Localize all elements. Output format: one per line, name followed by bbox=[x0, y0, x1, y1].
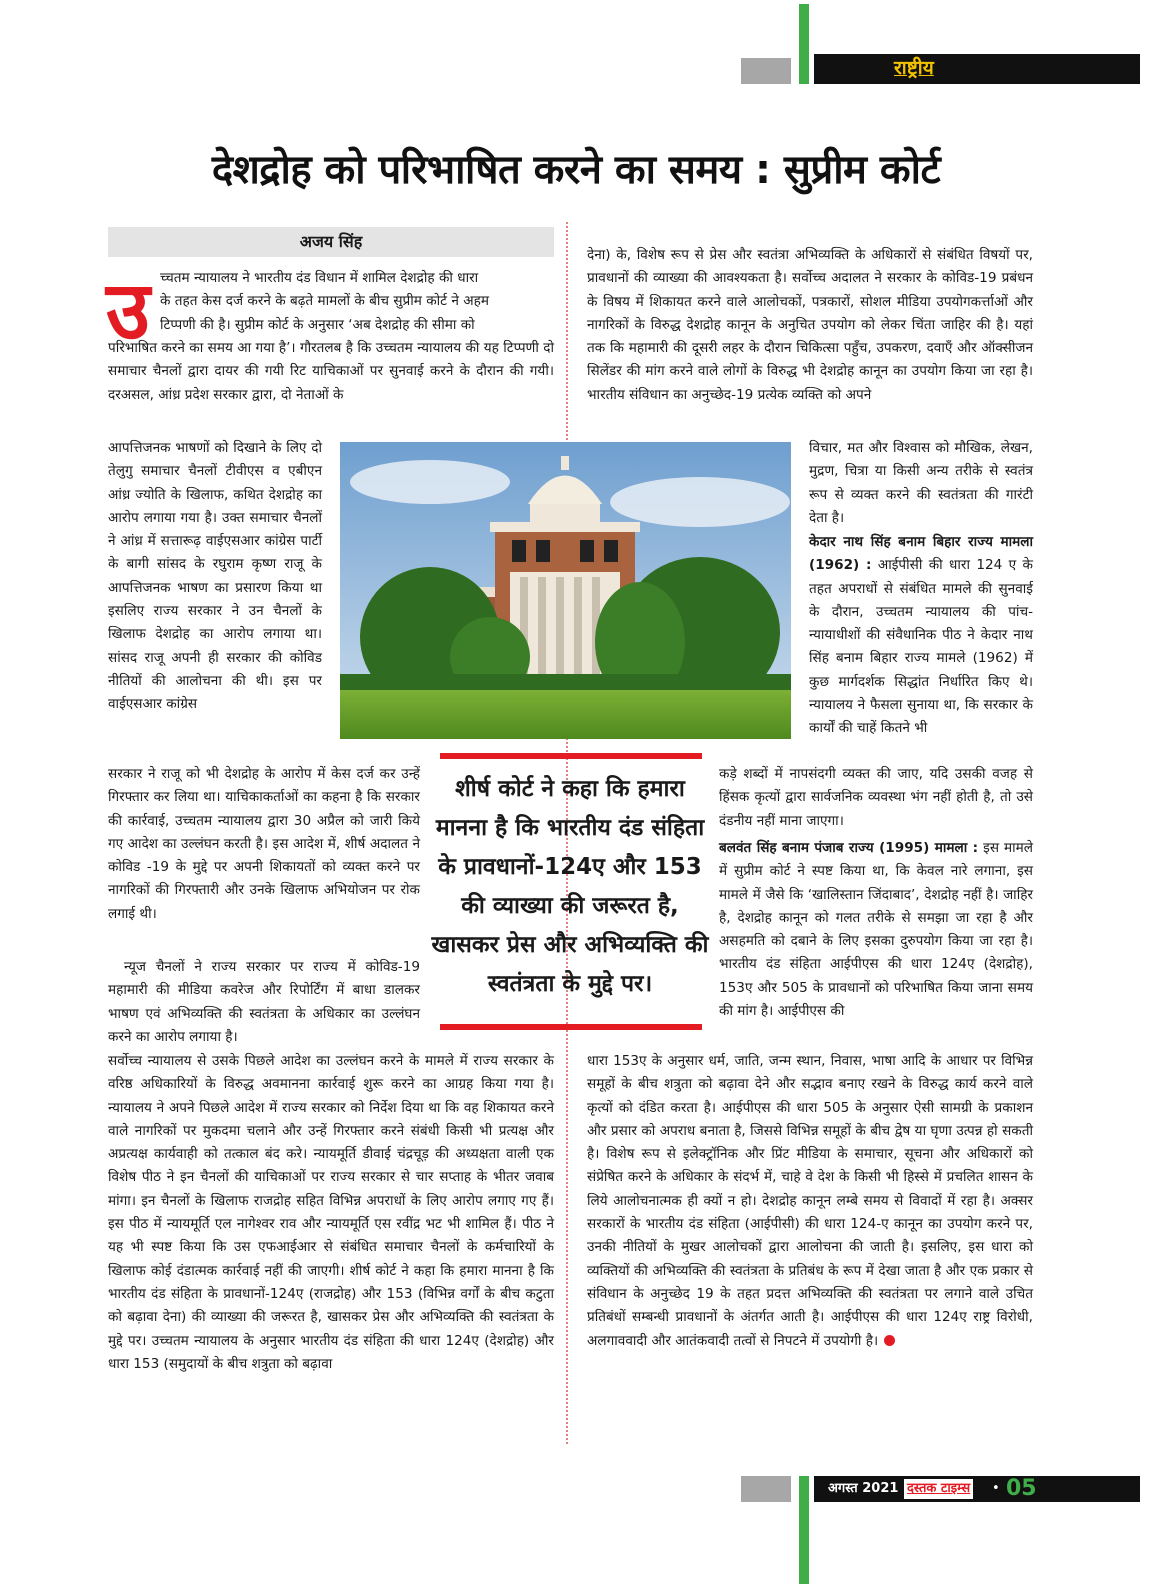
section-label: राष्ट्रीय bbox=[894, 57, 934, 79]
subsection-heading-balwant-singh: बलवंत सिंह बनाम पंजाब राज्य (1995) मामला : bbox=[719, 840, 979, 856]
byline: अजय सिंह bbox=[108, 227, 554, 257]
pull-quote-top-rule bbox=[440, 753, 702, 759]
supreme-court-illustration bbox=[340, 442, 791, 739]
drop-cap: उ bbox=[106, 264, 150, 357]
col2-subsection-2 bbox=[719, 837, 1033, 1047]
supreme-court-photo bbox=[340, 442, 791, 739]
footer-gray-bar bbox=[741, 1476, 791, 1502]
subsection-heading-kedar-nath: केदार नाथ सिंह बनाम बिहार राज्य मामला (1962) : bbox=[809, 534, 1033, 574]
footer-green-stripe bbox=[799, 1476, 809, 1584]
intro-indented bbox=[160, 267, 554, 337]
col1-bottom-paragraph: सर्वोच्च न्यायालय से उसके पिछले आदेश का उल्लंघन करने के मामले में राज्य सरकार के वरिष्ठ अधिकारियों के विरुद्ध अवमानना कार्रवाई शुरू करने का आग्रह किया गया है। न्यायालय ने अपने पिछले आदेश में राज्य सरकार को निर्देश दिया था कि वह शिकायत करने वाले नागरिकों पर मुकदमा चलाने और उन्हें गिरफ्तार करने संबंधी किसी भी प्रत्यक्ष और अप्रत्यक्ष कार्यवाही को तत्काल बंद करे। न्यायमूर्ति डीवाई चंद्रचूड़ की अध्यक्षता वाली एक विशेष पीठ ने इन चैनलों की याचिकाओं पर राज्य सरकार से चार सप्ताह के भीतर जवाब मांगा। इन चैनलों के खिलाफ राजद्रोह सहित विभिन्न अपराधों के लिए आरोप लगाए गए हैं। इस पीठ में न्यायमूर्ति एल नागेश्वर राव और न्यायमूर्ति एस रवींद्र भट भी शामिल हैं। पीठ ने यह भी स्पष्ट किया कि उस एफआईआर से संबंधित समाचार चैनलों के कर्मचारियों के खिलाफ कोई दंडात्मक कार्रवाई नहीं की जाएगी। शीर्ष कोर्ट ने कहा कि हमारा मानना है कि भारतीय दंड संहिता के प्रावधानों-124ए (राजद्रोह) और 153 (विभिन्न वर्गों के बीच कटुता को बढ़ावा देना) की व्याख्या की जरूरत है, खासकर प्रेस और अभिव्यक्ति की स्वतंत्रता के मुद्दे पर। उच्चतम न्यायालय के अनुसार भारतीय दंड संहिता की धारा 124ए (देशद्रोह) और धारा 153 (समुदायों के बीच शत्रुता को बढ़ावा bbox=[108, 1053, 554, 1372]
end-of-article-dot bbox=[884, 1335, 895, 1346]
col2-bottom-paragraph bbox=[587, 1050, 1033, 1440]
page-number: 05 bbox=[1006, 1476, 1037, 1501]
col1-mid-paragraph: सरकार ने राजू को भी देशद्रोह के आरोप में केस दर्ज कर उन्हें गिरफ्तार कर लिया था। याचिकाकर्ताओं का कहना है कि सरकार की कार्रवाई, उच्चतम न्यायालय द्वारा 30 अप्रैल को जारी किये गए आदेश का उल्लंघन करती है। इस आदेश में, शीर्ष अदालत ने कोविड -19 के मुद्दे पर अपनी शिकायतों को व्यक्त करने पर नागरिकों की गिरफ्तारी और उनके खिलाफ अभियोजन पर रोक लगाई थी। bbox=[108, 766, 420, 922]
pull-quote-bottom-rule bbox=[440, 1024, 702, 1030]
headline: देशद्रोह को परिभाषित करने का समय : सुप्रीम कोर्ट bbox=[211, 147, 941, 193]
header-gray-bar bbox=[741, 58, 791, 84]
intro-line: च्चतम न्यायालय ने भारतीय दंड विधान में शामिल देशद्रोह की धारा bbox=[160, 270, 479, 286]
intro-line: के तहत केस दर्ज करने के बढ़ते मामलों के बीच सुप्रीम कोर्ट ने अहम bbox=[160, 293, 489, 310]
col2-narrow-paragraph: विचार, मत और विश्वास को मौखिक, लेखन, मुद्रण, चित्रा या किसी अन्य तरीके से स्वतंत्र रूप से व्यक्त करने की स्वतंत्रता की गारंटी देता है। bbox=[809, 440, 1033, 526]
pull-quote: शीर्ष कोर्ट ने कहा कि हमारा मानना है कि भारतीय दंड संहिता के प्रावधानों-124ए और 153 की व्याख्या की जरूरत है, खासकर प्रेस और अभिव्यक्ति की स्वतंत्रता के मुद्दे पर। bbox=[431, 776, 709, 997]
footer-magazine-name: दस्तक टाइम्स bbox=[904, 1479, 973, 1499]
subsection-text-kedar-nath: आईपीसी की धारा 124 ए के तहत अपराधों से संबंधित मामले की सुनवाई के दौरान, उच्चतम न्यायालय की पांच-न्यायाधीशों की संवैधानिक पीठ ने केदार नाथ सिंह बनाम बिहार राज्य मामले (1962) में कुछ मार्गदर्शक सिद्धांत निर्धारित किए थे। न्यायालय ने फैसला सुनाया था, कि सरकार के कार्यों की चाहें कितने भी bbox=[809, 557, 1033, 737]
footer-separator: • bbox=[992, 1481, 1000, 1496]
subsection-text-balwant-singh: इस मामले में सुप्रीम कोर्ट ने स्पष्ट किया था, कि केवल नारे लगाना, इस मामले में जैसे कि ‘खालिस्तान जिंदाबाद’, देशद्रोह नहीं है। जाहिर है, देशद्रोह कानून को गलत तरीके से समझा जा रहा है और असहमति को दबाने के लिए इसका दुरुपयोग किया जा रहा है। भारतीय दंड संहिता आईपीएस की धारा 124ए (देशद्रोह), 153ए और 505 के प्रावधानों को परिभाषित किया जाना समय की मांग है। आईपीएस की bbox=[719, 840, 1034, 1020]
col2-subsection-1 bbox=[809, 531, 1033, 763]
col2-top-paragraph: देना) के, विशेष रूप से प्रेस और स्वतंत्रा अभिव्यक्ति के अधिकारों से संबंधित विषयों पर, प्रावधानों की व्याख्या की आवश्यकता है। सर्वोच्च अदालत ने सरकार के कोविड-19 प्रबंधन के विषय में शिकायत करने वाले आलोचकों, पत्रकारों, सोशल मीडिया उपयोगकर्त्ताओं और नागरिकों के विरुद्ध देशद्रोह कानून के अनुचित उपयोग को लेकर चिंता जाहिर की है। यहां तक कि महामारी की दूसरी लहर के दौरान चिकित्सा पहुँच, उपकरण, दवाएँ और ऑक्सीजन सिलेंडर की मांग करने वाले लोगों के विरुद्ध भी देशद्रोह कानून का उपयोग किया जा रहा है। भारतीय संविधान का अनुच्छेद-19 प्रत्येक व्यक्ति को अपने bbox=[587, 247, 1033, 403]
col2-bottom-text: धारा 153ए के अनुसार धर्म, जाति, जन्म स्थान, निवास, भाषा आदि के आधार पर विभिन्न समूहों के बीच शत्रुता को बढ़ावा देने और सद्भाव बनाए रखने के विरुद्ध कार्य करने वाले कृत्यों को दंडित करता है। आईपीएस की धारा 505 के अनुसार ऐसी सामग्री के प्रकाशन और प्रसार को अपराध बनाता है, जिससे विभिन्न समूहों के बीच द्वेष या घृणा उत्पन्न हो सकती है। विशेष रूप से इलेक्ट्रॉनिक और प्रिंट मीडिया के समाचार, सूचना और अधिकारों को संप्रेषित करने के अधिकार के संदर्भ में, चाहे वे देश के किसी भी हिस्से में प्रचलित शासन के लिये आलोचनात्मक ही क्यों न हो। देशद्रोह कानून लम्बे समय से विवादों में रहा है। अक्सर सरकारों के भारतीय दंड संहिता (आईपीसी) की धारा 124-ए कानून का उपयोग करने पर, उनकी नीतियों के मुखर आलोचकों द्वारा आलोचना की जाती है। इसलिए, इस धारा को व्यक्तियों की अभिव्यक्ति की स्वतंत्रता के प्रतिबंध के रूप में देखा जाता है और एक प्रकार से संविधान के अनुच्छेद 19 के तहत प्रदत्त अभिव्यक्ति की स्वतंत्रता पर लगाने वाले उचित प्रतिबंधों सम्बन्धी प्रावधानों के अंतर्गत आती है। आईपीएस की धारा 124ए राष्ट्र विरोधी, अलगाववादी और आतंकवादी तत्वों से निपटने में उपयोगी है। bbox=[587, 1053, 1033, 1349]
col1-narrow-text: आपत्तिजनक भाषणों को दिखाने के लिए दो तेलुगु समाचार चैनलों टीवीएस व एबीएन आंध्र ज्योति के खिलाफ, कथित देशद्रोह का आरोप लगाया गया है। उक्त समाचार चैनलों ने आंध्र में सत्तारूढ़ वाईएसआर कांग्रेस पार्टी के बागी सांसद के रघुराम कृष्ण राजू के आपत्तिजनक भाषण का प्रसारण किया था इसलिए राज्य सरकार ने उन चैनलों के खिलाफ देशद्रोह का आरोप लगाया था। सांसद राजू अपनी ही सरकार की कोविड नीतियों की आलोचना की थी। इस पर वाईएसआर कांग्रेस bbox=[108, 440, 322, 713]
footer-black-bar bbox=[814, 1476, 1140, 1502]
header-green-stripe bbox=[799, 4, 809, 84]
header-black-bar bbox=[814, 54, 1140, 84]
col1-mid-paragraph-2: न्यूज चैनलों ने राज्य सरकार पर राज्य में कोविड-19 महामारी की मीडिया कवरेज और रिपोर्टिंग में बाधा डालकर भाषण एवं अभिव्यक्ति की स्वतंत्रता के अधिकार का उल्लंघन करने का आरोप लगाया है। bbox=[108, 959, 420, 1045]
footer-date: अगस्त 2021 bbox=[828, 1481, 899, 1496]
intro-line: टिप्पणी की है। सुप्रीम कोर्ट के अनुसार ‘अब देशद्रोह की सीमा को bbox=[160, 316, 475, 333]
col1-intro-rest: परिभाषित करने का समय आ गया है’। गौरतलब है कि उच्चतम न्यायालय की यह टिप्पणी दो समाचार चैनलों द्वारा दायर की गयी रिट याचिकाओं पर सुनवाई करने के दौरान की गयी। दरअसल, आंध्र प्रदेश सरकार द्वारा, दो नेताओं के bbox=[108, 340, 554, 403]
col2-mid-paragraph: कड़े शब्दों में नापसंदगी व्यक्त की जाए, यदि उसकी वजह से हिंसक कृत्यों द्वारा सार्वजनिक व्यवस्था भंग नहीं होती है, तो उसे दंडनीय नहीं माना जाएगा। bbox=[719, 766, 1033, 829]
